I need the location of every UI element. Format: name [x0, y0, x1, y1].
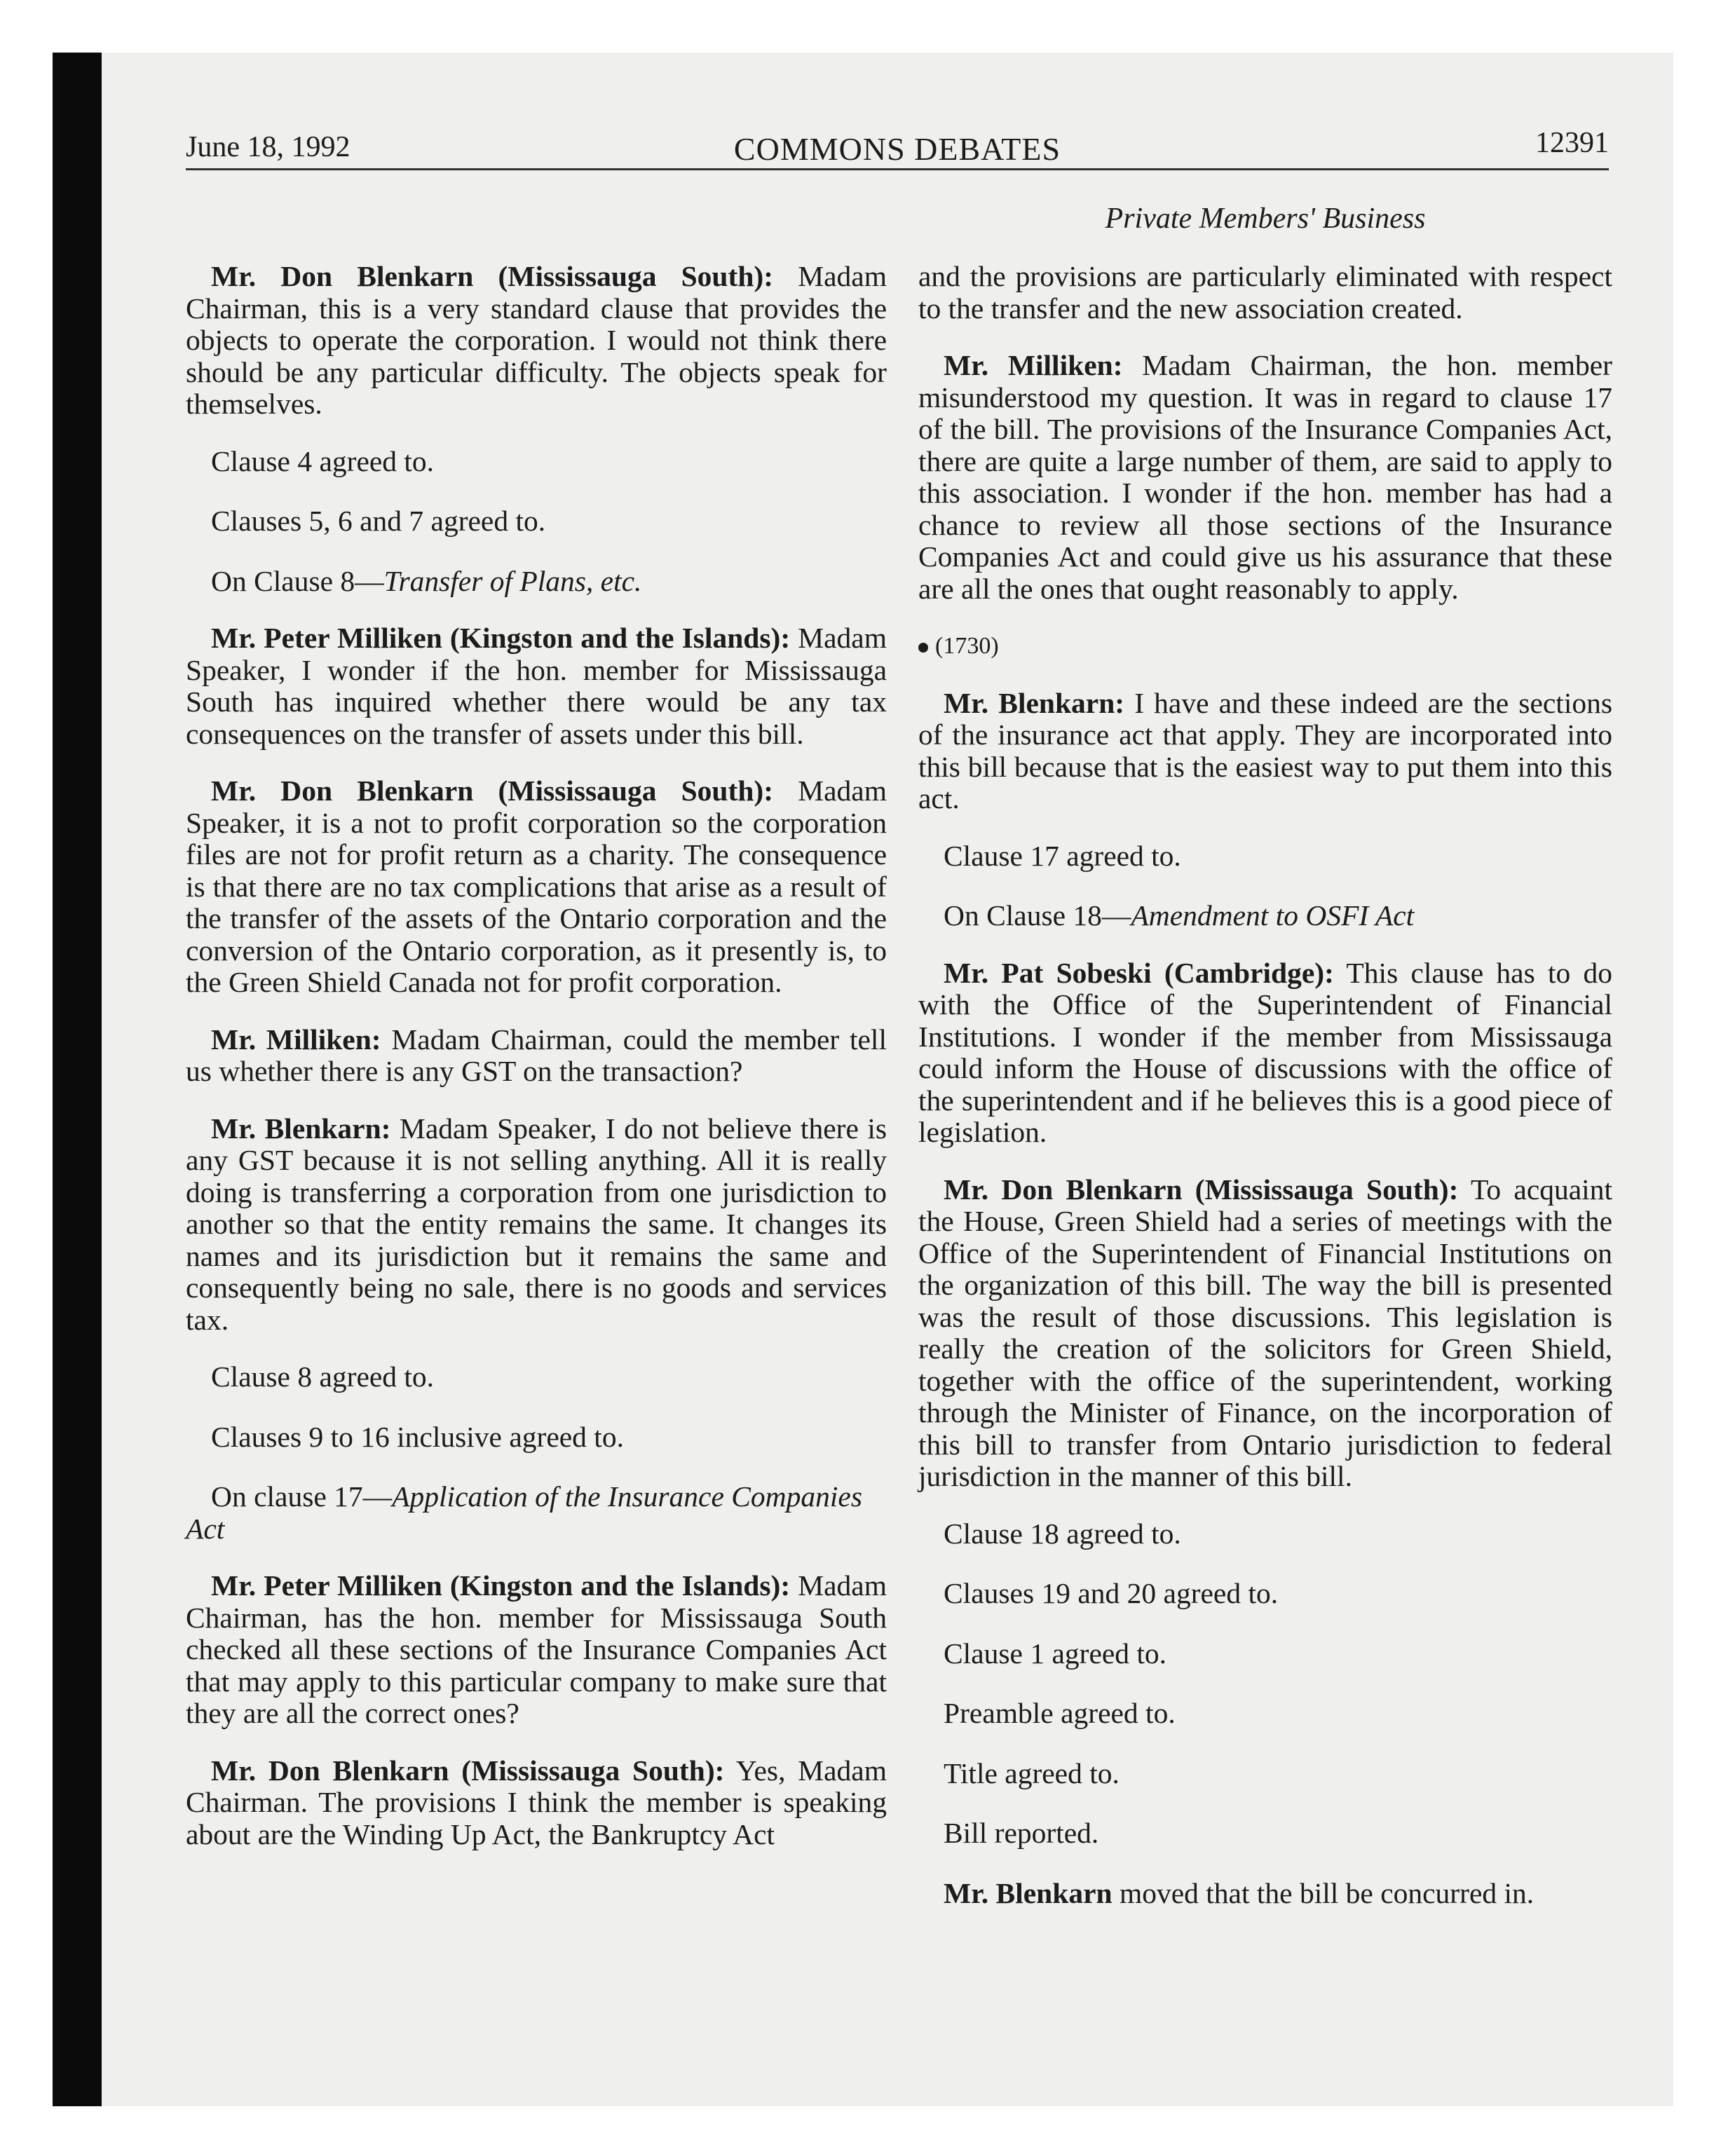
- speech-text: Madam Speaker, it is a not to profit corporation so the corporation files are not for profit return as a charity. The consequence is that there are no tax complications that arise as a result of the transfer of the assets of the Ontario corporation and the conversion of the Ontario corporation, as it presently is, to the Green Shield Canada not for profit corporation.: [186, 775, 887, 998]
- timestamp: [918, 630, 1612, 662]
- motion-line: Clauses 9 to 16 inclusive agreed to.: [211, 1420, 624, 1453]
- clause-heading: [186, 566, 887, 598]
- motion-line: Clauses 19 and 20 agreed to.: [944, 1577, 1279, 1609]
- speaker-name: Mr. Milliken:: [944, 349, 1123, 381]
- clause-heading-prefix: On clause 17—: [211, 1480, 393, 1513]
- motion-line: Clause 18 agreed to.: [944, 1517, 1181, 1550]
- speaker-name: Mr. Peter Milliken (Kingston and the Islands):: [211, 1569, 791, 1602]
- speaker-name: Mr. Peter Milliken (Kingston and the Islands):: [211, 622, 791, 654]
- speaker-name: Mr. Blenkarn:: [211, 1112, 391, 1145]
- motion-line: Clause 4 agreed to.: [211, 444, 435, 477]
- speech-text: Madam Chairman, the hon. member misunderstood my question. It was in regard to clause 17 of the bill. The provisions of the Insurance Companies Act, there are quite a large number of them, are said to apply to this association. I wonder if the hon. member has had a chance to review all those sections of the Insurance Companies Act and could give us his assurance that these are all the ones that ought reasonably to apply.: [918, 349, 1612, 605]
- clause-heading-prefix: On Clause 8—: [211, 564, 384, 597]
- motion-paragraph: [944, 1878, 1612, 1910]
- speech-text: I have and these indeed are the sections of the insurance act that apply. They are incorporated into this bill because that is the easiest way to put them into this act.: [918, 686, 1612, 814]
- motion-line: Clauses 5, 6 and 7 agreed to.: [211, 505, 546, 537]
- page-header: [186, 126, 1609, 170]
- speech-paragraph: [918, 1174, 1612, 1493]
- clause-heading-title: Transfer of Plans, etc.: [383, 564, 642, 597]
- speaker-name: Mr. Don Blenkarn (Mississauga South):: [944, 1173, 1459, 1206]
- speech-text: To acquaint the House, Green Shield had a series of meetings with the Office of the Superintendent of Financial Institutions on the organization of this bill. The way the bill is presented was the result of those discussions. This legislation is really the creation of the solicitors for Green Shield, together with the office of the superintendent, working through the Minister of Finance, on the incorporation of this bill to transfer from Ontario jurisdiction to federal jurisdiction in the manner of this bill.: [918, 1173, 1612, 1492]
- clause-heading: [186, 1481, 887, 1545]
- speech-text: Madam Chairman, could the member tell us whether there is any GST on the transaction?: [186, 1023, 887, 1087]
- speech-paragraph: [186, 1570, 887, 1730]
- speech-text: Madam Chairman, has the hon. member for Mississauga South checked all these sections of the Insurance Companies Act that may apply to this particular company to make sure that they are all the correct ones?: [186, 1569, 887, 1729]
- speaker-name: Mr. Milliken:: [211, 1023, 381, 1056]
- speech-text: Madam Chairman, this is a very standard clause that provides the objects to operate the corporation. I would not think there should be any particular difficulty. The objects speak for themselves.: [186, 260, 887, 420]
- binding-edge: [53, 53, 102, 2106]
- motion-line: Title agreed to.: [944, 1756, 1120, 1789]
- speech-text: Madam Speaker, I do not believe there is any GST because it is not selling anything. All it is really doing is transferring a corporation from one jurisdiction to another so that the entity remains the same. It changes its names and its jurisdiction but it remains the same and consequently being no sale, there is no goods and services tax.: [186, 1112, 887, 1336]
- page-number: 12391: [1535, 127, 1609, 159]
- motion-line: Preamble agreed to.: [944, 1697, 1176, 1729]
- speech-paragraph: [186, 261, 887, 421]
- speaker-name: Mr. Pat Sobeski (Cambridge):: [944, 956, 1334, 989]
- left-column: [186, 261, 887, 1876]
- speaker-name: Mr. Don Blenkarn (Mississauga South):: [211, 1754, 725, 1787]
- speech-paragraph: [186, 1113, 887, 1337]
- speech-paragraph: [186, 1755, 887, 1851]
- continued-paragraph: and the provisions are particularly eliminated with respect to the transfer and the new association created.: [918, 260, 1612, 325]
- clause-heading-title: Application of the Insurance Companies Act: [186, 1480, 863, 1545]
- speech-text: Madam Speaker, I wonder if the hon. member for Mississauga South has inquired whether there would be any tax consequences on the transfer of assets under this bill.: [186, 622, 887, 750]
- speaker-name: Mr. Blenkarn:: [944, 686, 1125, 719]
- speech-paragraph: [186, 775, 887, 999]
- speech-text: Yes, Madam Chairman. The provisions I think the member is speaking about are the Winding Up Act, the Bankruptcy Act: [186, 1754, 887, 1850]
- speech-paragraph: [918, 350, 1612, 605]
- header-date: June 18, 1992: [186, 131, 351, 163]
- header-title: COMMONS DEBATES: [733, 131, 1061, 167]
- speech-paragraph: [186, 1024, 887, 1088]
- bullet-icon: [918, 643, 928, 653]
- right-column: [918, 261, 1612, 1937]
- speech-paragraph: [918, 957, 1612, 1149]
- speech-text: This clause has to do with the Office of the Superintendent of Financial Institutions. I wonder if the member from Mississauga could inform the House of discussions with the office of the superintendent and if he believes this is a good piece of legislation.: [918, 956, 1612, 1148]
- clause-heading: [918, 900, 1612, 932]
- speaker-name: Mr. Don Blenkarn (Mississauga South):: [211, 260, 774, 292]
- motion-line: Clause 1 agreed to.: [944, 1637, 1167, 1670]
- speech-paragraph: [186, 622, 887, 750]
- clause-heading-title: Amendment to OSFI Act: [1131, 899, 1415, 932]
- section-label: Private Members' Business: [1105, 203, 1426, 235]
- motion-line: Clause 17 agreed to.: [944, 839, 1181, 872]
- speaker-name: Mr. Blenkarn: [944, 1876, 1113, 1909]
- clause-heading-prefix: On Clause 18—: [944, 899, 1131, 932]
- speaker-name: Mr. Don Blenkarn (Mississauga South):: [211, 775, 774, 807]
- timestamp-text: (1730): [935, 633, 999, 659]
- speech-paragraph: [918, 688, 1612, 815]
- motion-line: Clause 8 agreed to.: [211, 1360, 435, 1393]
- motion-line: Bill reported.: [944, 1817, 1099, 1849]
- motion-text: moved that the bill be concurred in.: [1112, 1876, 1535, 1909]
